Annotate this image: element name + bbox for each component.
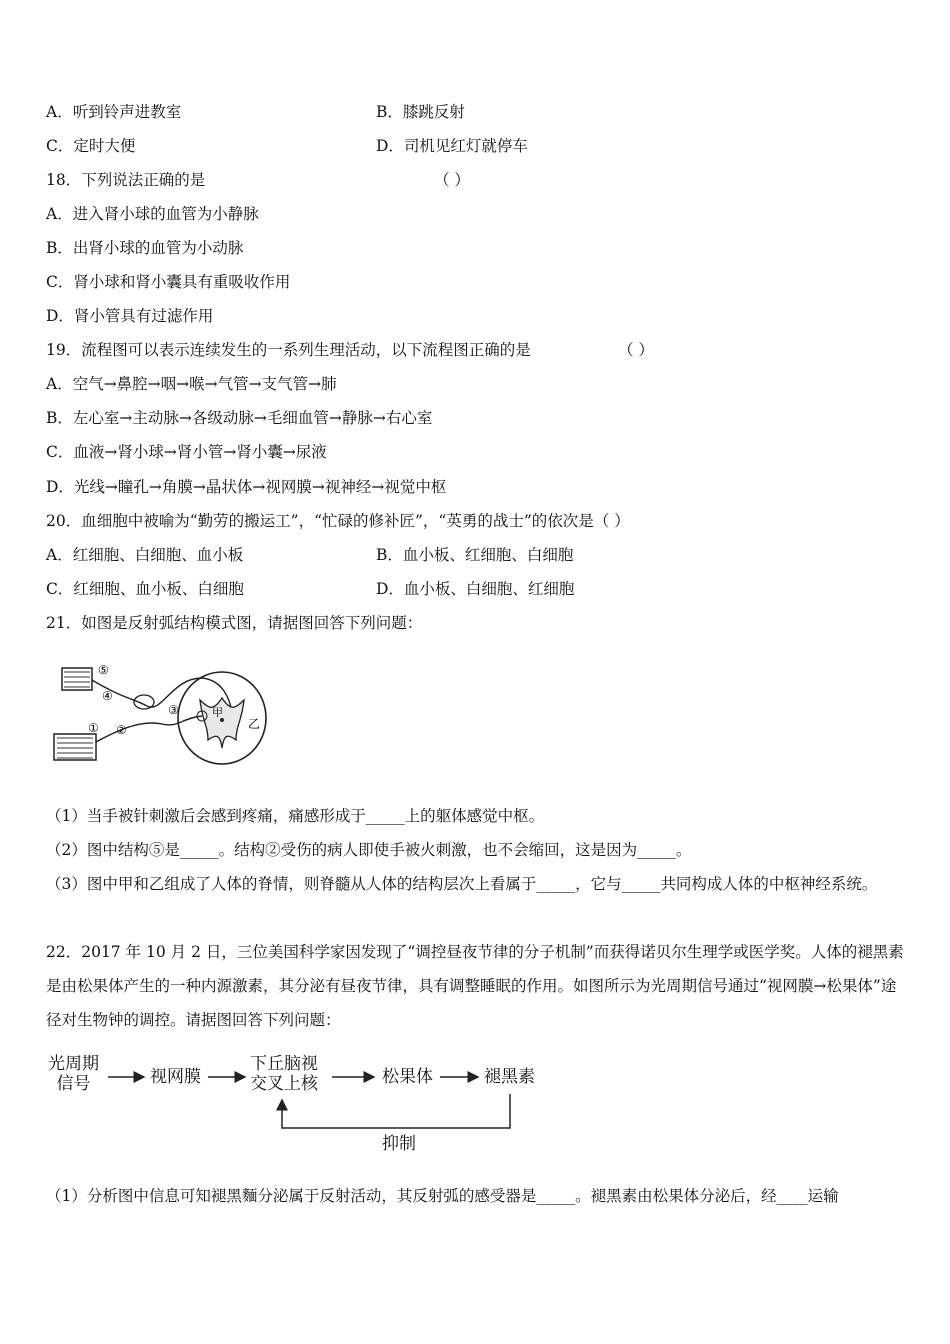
q19-option-b: B．左心室→主动脉→各级动脉→毛细血管→静脉→右心室 xyxy=(46,409,433,427)
q22-sub1: （1）分析图中信息可知褪黑麵分泌属于反射活动，其反射弧的感受器是_____。褪黑素由松果体分泌后，经____运输 xyxy=(46,1187,839,1205)
q21-sub3: （3）图中甲和乙组成了人体的脊情，则脊髓从人体的结构层次上看属于_____，它与_____共同构成人体的中枢神经系统。 xyxy=(46,875,878,893)
flow-node-melatonin: 褪黑素 xyxy=(484,1067,535,1087)
reflex-arc-figure xyxy=(52,658,270,770)
q18-option-d: D．肾小管具有过滤作用 xyxy=(46,307,214,325)
flow-feedback-label: 抑制 xyxy=(382,1134,416,1154)
diagram-label-4: ④ xyxy=(102,689,113,703)
diagram-label-3: ③ xyxy=(168,703,179,717)
q20-option-d: D．血小板、白细胞、红细胞 xyxy=(376,580,575,598)
q20-stem: 20．血细胞中被喻为“勤劳的搬运工”，“忙碌的修补匠”，“英勇的战士”的依次是（ ） xyxy=(46,512,630,530)
q20-option-a: A．红细胞、白细胞、血小板 xyxy=(46,546,244,564)
q21-stem: 21．如图是反射弧结构模式图，请据图回答下列问题： xyxy=(46,614,423,632)
q20-option-b: B．血小板、红细胞、白细胞 xyxy=(376,546,574,564)
q19-option-a: A．空气→鼻腔→咽→喉→气管→支气管→肺 xyxy=(46,375,337,393)
reflex-arc-diagram xyxy=(52,658,270,770)
arrow-feedback-inhibition xyxy=(282,1094,510,1128)
q18-option-a: A．进入肾小球的血管为小静脉 xyxy=(46,205,259,223)
q18-stem: 18．下列说法正确的是 xyxy=(46,171,206,189)
q17-row-cd xyxy=(46,136,910,156)
q19-option-d: D．光线→瞳孔→角膜→晶状体→视网膜→视神经→视觉中枢 xyxy=(46,478,447,496)
q21-sub1: （1）当手被针刺激后会感到疼痛，痛感形成于_____上的躯体感觉中枢。 xyxy=(46,807,545,825)
flow-node-pineal: 松果体 xyxy=(382,1067,433,1087)
flow-node-scn-line1: 下丘脑视 xyxy=(250,1054,318,1074)
flow-node-scn-line2: 交叉上核 xyxy=(250,1074,318,1094)
q22-stem: 22．2017 年 10 月 2 日，三位美国科学家因发现了“调控昼夜节律的分子机制”而获得诺贝尔生理学或医学奖。人体的褪黑素是由松果体产生的一种内源激素，其分泌有昼夜节律，具有调整睡眠的作用。如图所示为光周期信号通过“视网膜→松果体”途径对生物钟的调控。请据图回答下列问题： xyxy=(46,943,904,1029)
q19-answer-paren: （ ） xyxy=(618,341,654,359)
q17-row-ab xyxy=(46,102,910,122)
q18-option-c: C．肾小球和肾小囊具有重吸收作用 xyxy=(46,273,291,291)
flow-node-retina: 视网膜 xyxy=(150,1067,201,1087)
diagram-label-2: ② xyxy=(116,723,127,737)
q19-stem-line xyxy=(46,340,910,360)
q18-stem-line xyxy=(46,170,910,190)
q19-stem: 19．流程图可以表示连续发生的一系列生理活动，以下流程图正确的是 xyxy=(46,341,531,359)
diagram-label-1: ① xyxy=(88,721,99,735)
flow-node-photoperiod-line1: 光周期 xyxy=(48,1054,99,1074)
skin-hatch-top xyxy=(64,672,90,687)
q17-option-d: D．司机见红灯就停车 xyxy=(376,137,528,155)
flow-arrows xyxy=(40,1052,560,1162)
diagram-label-5: ⑤ xyxy=(98,663,109,677)
q17-option-a: A．听到铃声进教室 xyxy=(46,103,182,121)
q19-option-c: C．血液→肾小球→肾小管→肾小囊→尿液 xyxy=(46,443,327,461)
q20-row-ab xyxy=(46,545,910,565)
muscle-hatch xyxy=(57,738,93,758)
q18-answer-paren: （ ） xyxy=(434,171,470,189)
q20-option-c: C．红细胞、血小板、白细胞 xyxy=(46,580,244,598)
diagram-label-yi: 乙 xyxy=(248,717,261,731)
q17-option-b: B．膝跳反射 xyxy=(376,103,465,121)
q18-option-b: B．出肾小球的血管为小动脉 xyxy=(46,239,244,257)
efferent-nerve xyxy=(96,716,202,742)
q20-row-cd xyxy=(46,579,910,599)
diagram-label-jia: 甲 xyxy=(212,706,223,719)
q21-sub2: （2）图中结构⑤是_____。结构②受伤的病人即使手被火刺激，也不会缩回，这是因为_____。 xyxy=(46,841,692,859)
photoperiod-flowchart xyxy=(40,1052,560,1162)
flow-node-photoperiod-line2: 信号 xyxy=(56,1074,91,1094)
q17-option-c: C．定时大便 xyxy=(46,137,136,155)
